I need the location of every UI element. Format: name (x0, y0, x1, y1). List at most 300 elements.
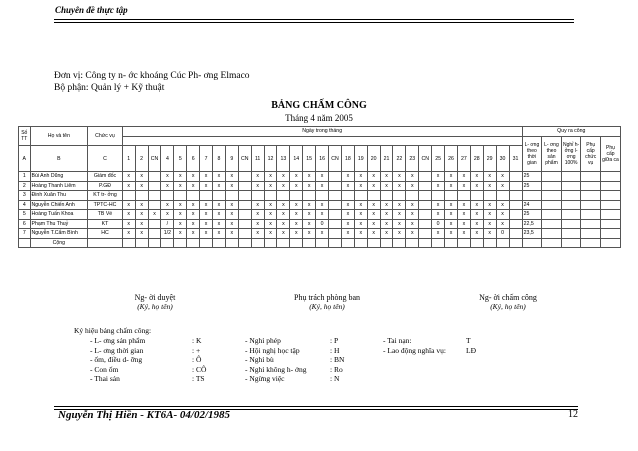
legend-label: - Con ốm (90, 364, 119, 374)
quy-value (600, 181, 620, 191)
row-role: P.GĐ (88, 181, 123, 191)
attendance-mark: x (367, 229, 380, 239)
attendance-mark: x (277, 219, 290, 229)
attendance-mark: x (290, 229, 303, 239)
attendance-mark: x (316, 181, 329, 191)
table-row (19, 172, 621, 182)
attendance-mark: x (445, 219, 458, 229)
attendance-mark: x (225, 172, 238, 182)
attendance-mark: x (187, 181, 200, 191)
attendance-mark: x (432, 229, 445, 239)
day-header-cell: 2 (135, 146, 148, 172)
attendance-mark: x (432, 210, 445, 220)
attendance-mark (238, 219, 251, 229)
total-cell (213, 238, 226, 248)
table-row (19, 191, 621, 201)
attendance-mark: x (316, 210, 329, 220)
attendance-mark: x (122, 200, 135, 210)
attendance-table (18, 126, 621, 248)
attendance-mark (148, 229, 161, 239)
attendance-mark (161, 191, 174, 201)
total-cell (122, 238, 135, 248)
attendance-mark (238, 181, 251, 191)
total-role (88, 238, 123, 248)
attendance-mark: x (135, 200, 148, 210)
quy-value: 25 (522, 181, 542, 191)
quy-value (542, 219, 562, 229)
attendance-mark (148, 219, 161, 229)
row-name: Bùi Anh Dũng (30, 172, 88, 182)
attendance-mark: x (457, 210, 470, 220)
footer-author: Nguyễn Thị Hiền - KT6A- 04/02/1985 (58, 409, 231, 421)
attendance-mark: x (341, 219, 354, 229)
signature-subtitle: (Ký, họ tên) (137, 302, 173, 311)
signature-title: Ng- ời duyệt (134, 293, 176, 302)
attendance-mark: x (213, 210, 226, 220)
day-header-cell: 28 (470, 146, 483, 172)
total-cell (329, 238, 342, 248)
total-cell (432, 238, 445, 248)
row-stt: 4 (19, 200, 31, 210)
row-role: KT tr- ởng (88, 191, 123, 201)
legend-code: : TS (192, 374, 205, 383)
attendance-mark: x (174, 210, 187, 220)
attendance-mark: 0 (496, 229, 509, 239)
day-header-cell: 14 (290, 146, 303, 172)
attendance-mark: x (457, 229, 470, 239)
attendance-mark (329, 172, 342, 182)
attendance-mark: x (277, 210, 290, 220)
day-header-cell: 15 (303, 146, 316, 172)
attendance-mark (509, 172, 522, 182)
attendance-mark: x (200, 210, 213, 220)
attendance-mark: x (290, 210, 303, 220)
attendance-mark: x (380, 181, 393, 191)
col-header-quy-item: L- ơng theo sản phẩm (542, 136, 562, 172)
attendance-mark: x (393, 181, 406, 191)
day-header-cell: 25 (432, 146, 445, 172)
day-header-cell: 30 (496, 146, 509, 172)
col-header-quy-item: Phụ cấp giữa ca (600, 136, 620, 172)
attendance-mark (509, 229, 522, 239)
attendance-mark (329, 191, 342, 201)
attendance-mark (303, 191, 316, 201)
attendance-mark (496, 191, 509, 201)
legend-code: : + (192, 345, 201, 355)
letter-cell: A (19, 146, 31, 172)
attendance-mark: x (303, 219, 316, 229)
attendance-mark: x (354, 200, 367, 210)
attendance-mark: x (290, 181, 303, 191)
attendance-mark: x (122, 181, 135, 191)
attendance-mark: x (380, 219, 393, 229)
attendance-mark: x (251, 200, 264, 210)
col-header-stt: Số TT (19, 127, 31, 146)
attendance-mark: x (225, 200, 238, 210)
attendance-mark (148, 200, 161, 210)
attendance-mark: x (251, 229, 264, 239)
attendance-mark (290, 191, 303, 201)
attendance-mark (419, 181, 432, 191)
day-header-cell: CN (148, 146, 161, 172)
legend-code: : CÔ (192, 364, 207, 374)
quy-value (600, 210, 620, 220)
attendance-mark: x (470, 229, 483, 239)
quy-value (561, 191, 581, 201)
table-row (19, 200, 621, 210)
attendance-mark: x (354, 210, 367, 220)
total-cell (470, 238, 483, 248)
attendance-mark: x (445, 172, 458, 182)
total-stt (19, 238, 31, 248)
day-header-cell: 29 (483, 146, 496, 172)
attendance-mark: x (122, 229, 135, 239)
quy-value: 23,5 (522, 229, 542, 239)
total-cell (581, 238, 601, 248)
quy-value: 22,5 (522, 219, 542, 229)
attendance-mark (238, 210, 251, 220)
total-cell (174, 238, 187, 248)
header-rule (54, 19, 574, 20)
day-header-cell: 21 (380, 146, 393, 172)
attendance-mark: x (200, 229, 213, 239)
attendance-mark (341, 191, 354, 201)
attendance-mark: x (187, 219, 200, 229)
day-header-cell: 7 (200, 146, 213, 172)
attendance-mark: x (457, 219, 470, 229)
legend-label: - Nghỉ phép (245, 336, 281, 345)
attendance-mark: x (213, 172, 226, 182)
row-stt: 7 (19, 229, 31, 239)
attendance-mark (251, 191, 264, 201)
attendance-mark (329, 219, 342, 229)
attendance-mark (432, 191, 445, 201)
legend-code: : BN (330, 355, 345, 364)
row-role: KT (88, 219, 123, 229)
quy-value (561, 229, 581, 239)
page-number: 12 (568, 409, 578, 420)
total-cell (225, 238, 238, 248)
attendance-mark (148, 172, 161, 182)
quy-value (522, 191, 542, 201)
col-header-quy-item: Phụ cấp chức vụ (581, 136, 601, 172)
attendance-mark: x (135, 229, 148, 239)
quy-value: 25 (522, 172, 542, 182)
attendance-mark (238, 172, 251, 182)
attendance-mark: x (148, 210, 161, 220)
attendance-mark: x (290, 219, 303, 229)
attendance-mark (238, 229, 251, 239)
letter-cell: B (30, 146, 88, 172)
attendance-mark (354, 191, 367, 201)
attendance-mark (509, 210, 522, 220)
attendance-mark: x (445, 210, 458, 220)
total-cell (483, 238, 496, 248)
attendance-mark: x (380, 229, 393, 239)
attendance-mark (200, 191, 213, 201)
day-header-cell: 5 (174, 146, 187, 172)
attendance-mark: x (445, 181, 458, 191)
total-cell (251, 238, 264, 248)
total-cell (264, 238, 277, 248)
attendance-mark: x (277, 229, 290, 239)
total-cell (316, 238, 329, 248)
quy-value (561, 172, 581, 182)
attendance-mark: x (341, 210, 354, 220)
attendance-mark: x (225, 210, 238, 220)
attendance-mark: x (367, 181, 380, 191)
day-header-cell: 27 (457, 146, 470, 172)
attendance-mark: x (174, 181, 187, 191)
quy-value (561, 219, 581, 229)
attendance-mark (419, 200, 432, 210)
attendance-mark (213, 191, 226, 201)
quy-value (542, 210, 562, 220)
attendance-mark: x (367, 219, 380, 229)
quy-value (561, 181, 581, 191)
col-header-quy: Quy ra công (522, 127, 620, 137)
signature-department-head (262, 293, 392, 311)
total-cell (542, 238, 562, 248)
attendance-mark: x (251, 181, 264, 191)
attendance-mark: x (213, 219, 226, 229)
attendance-mark: x (122, 172, 135, 182)
legend-label: - Nghỉ không h- ởng (245, 364, 307, 374)
col-header-name: Họ và tên (30, 127, 88, 146)
quy-value (600, 200, 620, 210)
attendance-mark: x (135, 210, 148, 220)
attendance-mark: x (393, 229, 406, 239)
footer-rule (54, 406, 578, 407)
attendance-mark: x (483, 219, 496, 229)
attendance-mark (483, 191, 496, 201)
attendance-mark (187, 191, 200, 201)
attendance-mark: 0 (432, 219, 445, 229)
total-cell (496, 238, 509, 248)
attendance-mark (393, 191, 406, 201)
attendance-mark: x (406, 210, 419, 220)
day-header-cell: 31 (509, 146, 522, 172)
signature-timekeeper (448, 293, 568, 311)
attendance-mark: x (457, 172, 470, 182)
attendance-mark (238, 200, 251, 210)
quy-value (542, 181, 562, 191)
attendance-mark: x (354, 181, 367, 191)
attendance-mark: x (341, 229, 354, 239)
legend-label: - Tai nạn: (383, 336, 412, 345)
attendance-mark: x (406, 200, 419, 210)
quy-value (581, 210, 601, 220)
attendance-mark (406, 191, 419, 201)
row-stt: 2 (19, 181, 31, 191)
attendance-mark: x (161, 172, 174, 182)
day-header-cell: 8 (213, 146, 226, 172)
day-header-cell: 6 (187, 146, 200, 172)
attendance-mark: x (432, 172, 445, 182)
attendance-mark: x (174, 219, 187, 229)
attendance-mark: x (290, 200, 303, 210)
row-name: Nguyễn Chiến Anh (30, 200, 88, 210)
row-stt: 3 (19, 191, 31, 201)
day-header-cell: 19 (354, 146, 367, 172)
org-info (54, 70, 250, 94)
attendance-mark: x (316, 229, 329, 239)
signature-title: Phụ trách phòng ban (294, 293, 360, 302)
total-cell (187, 238, 200, 248)
attendance-mark: x (277, 181, 290, 191)
total-cell (200, 238, 213, 248)
attendance-mark (122, 191, 135, 201)
attendance-mark: x (470, 210, 483, 220)
attendance-mark: x (354, 219, 367, 229)
signature-title: Ng- ời chấm công (479, 293, 537, 302)
attendance-mark: 0 (316, 219, 329, 229)
attendance-mark (329, 181, 342, 191)
attendance-mark: x (316, 200, 329, 210)
total-cell (509, 238, 522, 248)
attendance-mark: x (187, 229, 200, 239)
row-stt: 1 (19, 172, 31, 182)
attendance-mark (419, 172, 432, 182)
day-header-cell: 9 (225, 146, 238, 172)
row-name: Nguyễn T.Cẩm Bình (30, 229, 88, 239)
row-role: Giám đốc (88, 172, 123, 182)
attendance-mark (380, 191, 393, 201)
total-cell (406, 238, 419, 248)
total-cell (341, 238, 354, 248)
day-header-cell: CN (419, 146, 432, 172)
total-cell (457, 238, 470, 248)
attendance-mark: x (393, 219, 406, 229)
attendance-mark (419, 219, 432, 229)
legend-code: : H (330, 345, 340, 355)
day-header-cell: 13 (277, 146, 290, 172)
table-row (19, 219, 621, 229)
attendance-mark (135, 191, 148, 201)
total-cell (161, 238, 174, 248)
quy-value: 24 (522, 200, 542, 210)
attendance-mark: x (174, 172, 187, 182)
row-role: TB Vé (88, 210, 123, 220)
total-cell (290, 238, 303, 248)
quy-value (581, 172, 601, 182)
attendance-mark: x (496, 181, 509, 191)
legend-label: - Nghỉ bù (245, 355, 274, 364)
legend-label: - Hội nghị học tập (245, 345, 300, 355)
row-name: Hoàng Tuấn Khoa (30, 210, 88, 220)
header-rule-thin (54, 22, 574, 23)
attendance-mark (419, 229, 432, 239)
attendance-mark: x (303, 229, 316, 239)
row-name: Đinh Xuân Thu (30, 191, 88, 201)
attendance-mark: x (264, 229, 277, 239)
col-header-quy-item: Nghỉ h- ởng l- ơng 100% (561, 136, 581, 172)
quy-value (581, 229, 601, 239)
header-row (19, 127, 621, 137)
attendance-mark: x (496, 219, 509, 229)
attendance-mark: x (200, 219, 213, 229)
day-header-cell: 12 (264, 146, 277, 172)
row-role: TPTC-HC (88, 200, 123, 210)
legend-code: : P (330, 336, 339, 345)
attendance-mark: x (187, 172, 200, 182)
attendance-mark: x (213, 229, 226, 239)
attendance-mark: x (457, 181, 470, 191)
total-cell (600, 238, 620, 248)
attendance-mark (329, 229, 342, 239)
day-header-cell: 23 (406, 146, 419, 172)
col-header-days: Ngày trong tháng (122, 127, 522, 137)
legend-label: - ốm, điều d- ỡng (90, 355, 143, 364)
total-cell (303, 238, 316, 248)
department-name: Bộ phận: Quản lý + Kỹ thuật (54, 83, 165, 93)
legend-code: : N (330, 374, 340, 383)
attendance-mark: x (341, 181, 354, 191)
attendance-mark (238, 191, 251, 201)
attendance-mark: x (135, 219, 148, 229)
attendance-mark (457, 191, 470, 201)
attendance-mark (225, 191, 238, 201)
legend-label: - L- ơng thời gian (90, 345, 144, 355)
attendance-mark: x (277, 172, 290, 182)
attendance-mark: x (406, 219, 419, 229)
attendance-mark: x (303, 181, 316, 191)
header-spacer (122, 136, 522, 146)
attendance-mark: x (496, 172, 509, 182)
attendance-mark: x (264, 210, 277, 220)
col-header-role: Chức vụ (88, 127, 123, 146)
attendance-mark: x (406, 172, 419, 182)
attendance-mark: x (483, 172, 496, 182)
attendance-mark: x (457, 200, 470, 210)
attendance-mark: x (200, 181, 213, 191)
attendance-mark: x (470, 172, 483, 182)
attendance-mark: x (251, 219, 264, 229)
quy-value (600, 191, 620, 201)
signature-subtitle: (Ký, họ tên) (309, 302, 345, 311)
total-cell (238, 238, 251, 248)
attendance-mark (419, 210, 432, 220)
legend-label: - Thai sản (90, 374, 120, 383)
attendance-mark: x (187, 200, 200, 210)
attendance-mark: x (264, 181, 277, 191)
quy-value: 25 (522, 210, 542, 220)
sheet-subtitle: Tháng 4 năm 2005 (285, 113, 353, 123)
row-stt: 5 (19, 210, 31, 220)
attendance-mark: x (225, 219, 238, 229)
quy-value (561, 210, 581, 220)
total-row (19, 238, 621, 248)
attendance-mark: x (432, 200, 445, 210)
quy-value (581, 200, 601, 210)
total-label: Cộng (30, 238, 88, 248)
quy-value (542, 191, 562, 201)
attendance-mark (470, 191, 483, 201)
quy-value (581, 181, 601, 191)
header-title: Chuyên đề thực tập (55, 5, 128, 15)
day-header-cell: 26 (445, 146, 458, 172)
legend-code: LĐ (466, 345, 476, 355)
attendance-mark (264, 191, 277, 201)
attendance-mark: x (200, 200, 213, 210)
total-cell (393, 238, 406, 248)
attendance-mark (509, 191, 522, 201)
attendance-mark: x (496, 200, 509, 210)
day-header-cell: 1 (122, 146, 135, 172)
quy-value (600, 219, 620, 229)
attendance-mark: x (174, 200, 187, 210)
attendance-mark: x (406, 181, 419, 191)
